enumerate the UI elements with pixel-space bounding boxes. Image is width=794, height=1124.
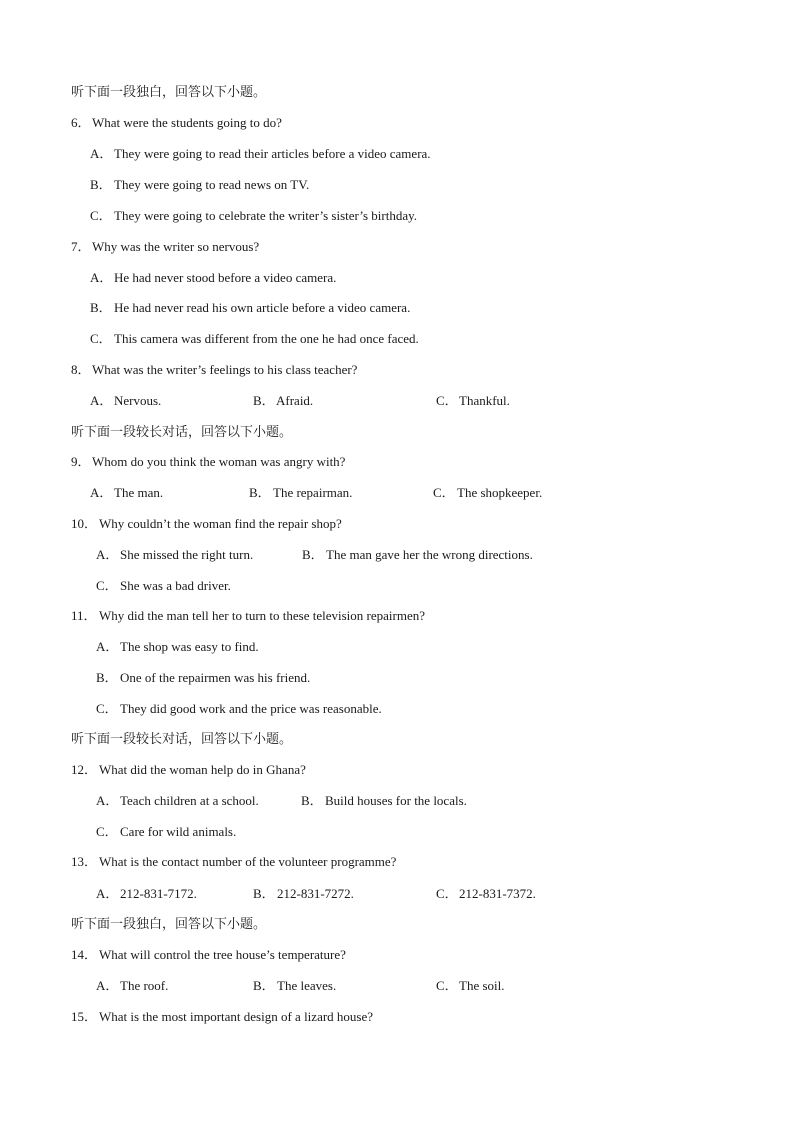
question-7 <box>0 237 794 257</box>
option-label: B． <box>90 177 112 192</box>
option-label: C． <box>96 701 118 716</box>
option-7b <box>0 298 794 318</box>
option-text: They did good work and the price was reasonable. <box>120 701 382 716</box>
section-header-text: 听下面一段独白，回答以下小题。 <box>71 84 267 99</box>
section-header-text: 听下面一段独白，回答以下小题。 <box>71 916 267 931</box>
option-12c <box>0 822 794 842</box>
option-label: A． <box>90 393 113 408</box>
option-text: He had never read his own article before a video camera. <box>114 300 411 315</box>
option-label: A． <box>96 547 119 562</box>
option-label: C． <box>96 824 118 839</box>
option-label: B． <box>249 485 271 500</box>
section-header-text: 听下面一段较长对话，回答以下小题。 <box>71 731 293 746</box>
option-text: 212-831-7272. <box>277 886 354 901</box>
section-header <box>0 914 794 934</box>
option-text: The leaves. <box>277 978 337 993</box>
option-text: The soil. <box>459 978 505 993</box>
question-number: 15． <box>71 1009 98 1024</box>
option-label: C． <box>90 208 112 223</box>
question-number: 9． <box>71 454 91 469</box>
question-number: 11． <box>71 608 97 623</box>
option-text: He had never stood before a video camera. <box>114 270 337 285</box>
section-header <box>0 729 794 749</box>
option-11a <box>0 637 794 657</box>
option-label: C． <box>436 393 458 408</box>
option-11c <box>0 699 794 719</box>
option-label: A． <box>96 978 119 993</box>
option-text: One of the repairmen was his friend. <box>120 670 311 685</box>
option-text: 212-831-7172. <box>120 886 197 901</box>
question-text: What were the students going to do? <box>92 115 282 130</box>
option-label: C． <box>90 331 112 346</box>
options-9 <box>0 483 794 503</box>
question-text: What was the writer’s feelings to his class teacher? <box>92 362 358 377</box>
options-12-ab <box>0 791 794 811</box>
option-label: B． <box>253 393 275 408</box>
option-text: The shop was easy to find. <box>120 639 259 654</box>
option-7a <box>0 268 794 288</box>
section-header <box>0 82 794 102</box>
question-number: 14． <box>71 947 98 962</box>
option-text: Teach children at a school. <box>120 793 259 808</box>
question-number: 8． <box>71 362 91 377</box>
option-6b <box>0 175 794 195</box>
option-text: Afraid. <box>276 393 314 408</box>
option-text: This camera was different from the one he had once faced. <box>114 331 419 346</box>
section-header <box>0 422 794 442</box>
question-number: 7． <box>71 239 91 254</box>
question-text: What is the contact number of the volunteer programme? <box>99 854 397 869</box>
option-text: They were going to celebrate the writer’s sister’s birthday. <box>114 208 417 223</box>
section-header-text: 听下面一段较长对话，回答以下小题。 <box>71 424 293 439</box>
question-text: What did the woman help do in Ghana? <box>99 762 306 777</box>
question-9 <box>0 452 794 472</box>
question-text: Whom do you think the woman was angry with? <box>92 454 346 469</box>
option-text: She was a bad driver. <box>120 578 231 593</box>
question-text: Why did the man tell her to turn to these television repairmen? <box>99 608 425 623</box>
question-13 <box>0 852 794 872</box>
option-label: C． <box>436 886 458 901</box>
option-text: They were going to read news on TV. <box>114 177 310 192</box>
option-label: A． <box>96 793 119 808</box>
question-12 <box>0 760 794 780</box>
options-14 <box>0 976 794 996</box>
option-text: Care for wild animals. <box>120 824 237 839</box>
option-10c <box>0 576 794 596</box>
question-text: What will control the tree house’s temperature? <box>99 947 346 962</box>
question-number: 6． <box>71 115 91 130</box>
question-text: Why was the writer so nervous? <box>92 239 260 254</box>
question-10 <box>0 514 794 534</box>
question-14 <box>0 945 794 965</box>
option-label: A． <box>96 639 119 654</box>
question-text: Why couldn’t the woman find the repair shop? <box>99 516 342 531</box>
option-text: They were going to read their articles before a video camera. <box>114 146 431 161</box>
option-label: B． <box>253 886 275 901</box>
question-text: What is the most important design of a lizard house? <box>99 1009 374 1024</box>
option-label: B． <box>301 793 323 808</box>
option-text: Build houses for the locals. <box>325 793 467 808</box>
option-label: A． <box>90 485 113 500</box>
question-number: 13． <box>71 854 98 869</box>
question-number: 10． <box>71 516 98 531</box>
option-text: She missed the right turn. <box>120 547 254 562</box>
option-label: B． <box>253 978 275 993</box>
question-15 <box>0 1007 794 1027</box>
option-text: The man gave her the wrong directions. <box>326 547 533 562</box>
option-text: The repairman. <box>273 485 353 500</box>
option-text: The shopkeeper. <box>457 485 543 500</box>
question-8 <box>0 360 794 380</box>
options-8 <box>0 391 794 411</box>
option-label: A． <box>90 270 113 285</box>
option-text: The roof. <box>120 978 169 993</box>
option-label: B． <box>90 300 112 315</box>
option-text: The man. <box>114 485 164 500</box>
option-label: B． <box>302 547 324 562</box>
option-label: C． <box>96 578 118 593</box>
option-label: C． <box>436 978 458 993</box>
options-13 <box>0 884 794 904</box>
option-text: 212-831-7372. <box>459 886 536 901</box>
option-text: Nervous. <box>114 393 162 408</box>
question-6 <box>0 113 794 133</box>
question-number: 12． <box>71 762 98 777</box>
question-11 <box>0 606 794 626</box>
options-10-ab <box>0 545 794 565</box>
option-label: B． <box>96 670 118 685</box>
option-label: A． <box>96 886 119 901</box>
option-7c <box>0 329 794 349</box>
option-6a <box>0 144 794 164</box>
option-label: A． <box>90 146 113 161</box>
option-11b <box>0 668 794 688</box>
option-label: C． <box>433 485 455 500</box>
option-text: Thankful. <box>459 393 510 408</box>
option-6c <box>0 206 794 226</box>
